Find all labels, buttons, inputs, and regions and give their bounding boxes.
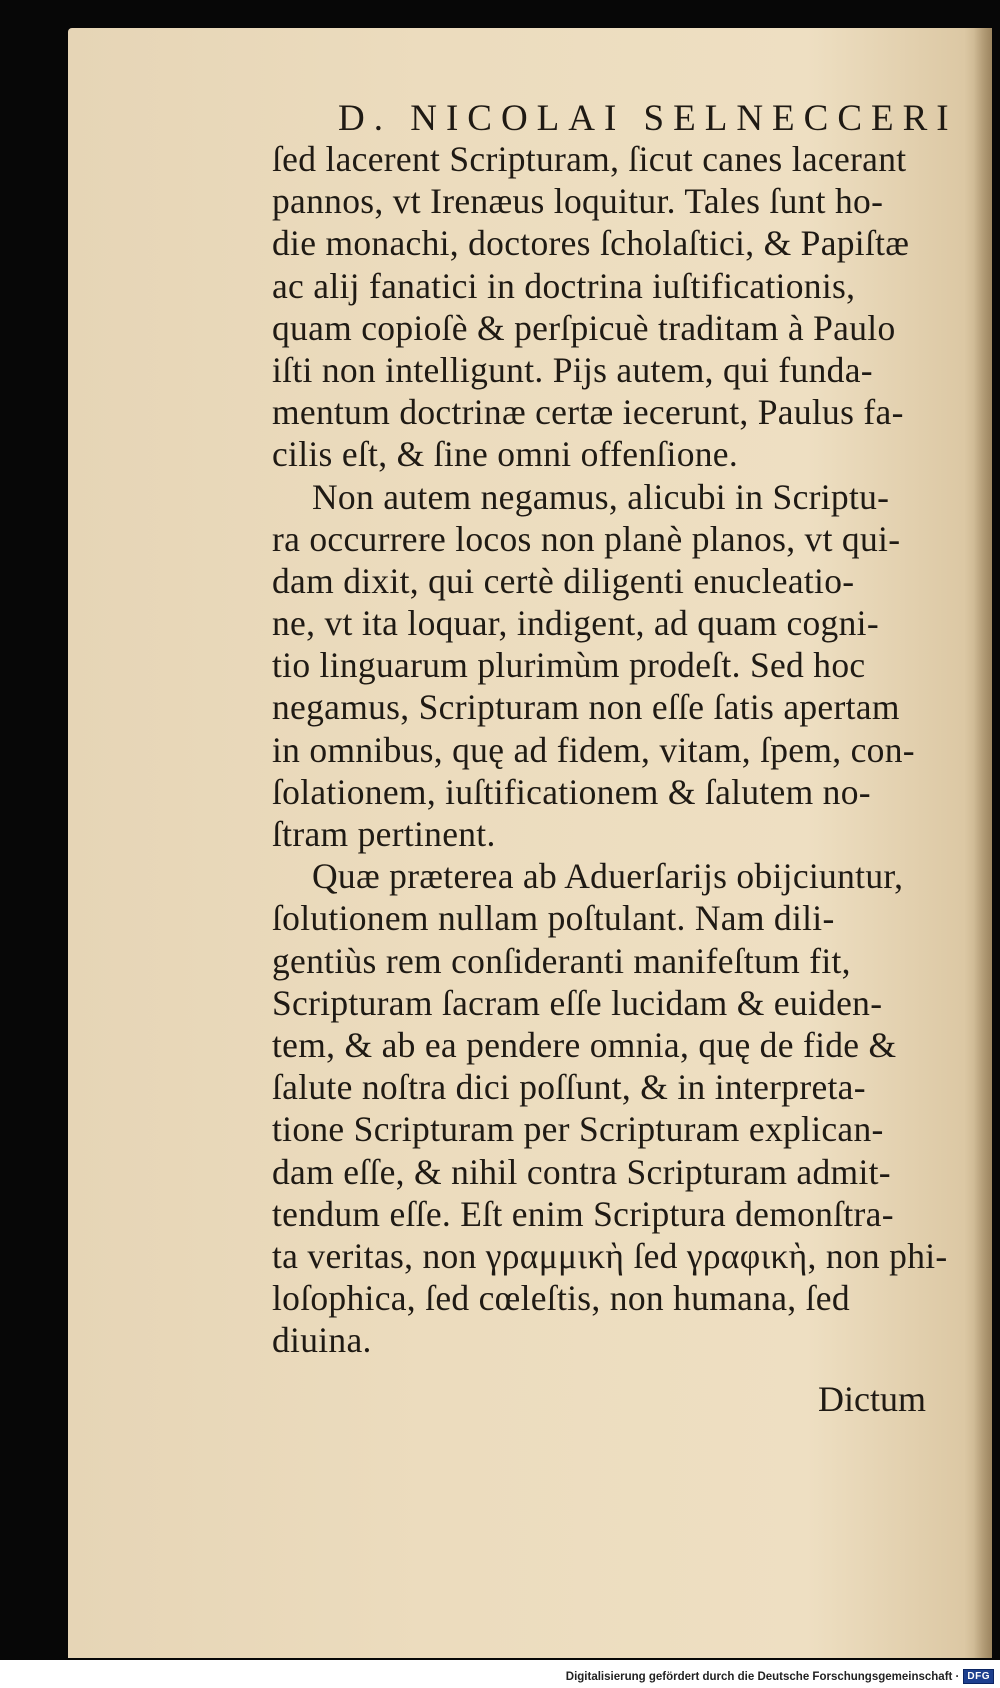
catchword: Dictum bbox=[818, 1379, 926, 1419]
text-line: ſolutionem nullam poſtulant. Nam dili- bbox=[272, 898, 835, 939]
dfg-logo: DFG bbox=[963, 1669, 994, 1684]
text-line: die monachi, doctores ſcholaſtici, & Papiſtæ bbox=[272, 223, 910, 264]
body-text bbox=[272, 138, 984, 1361]
text-line: quam copioſè & perſpicuè traditam à Paulo bbox=[272, 307, 896, 348]
text-line: tem, & ab ea pendere omnia, quę de fide & bbox=[272, 1024, 897, 1065]
text-line: tione Scripturam per Scripturam explican- bbox=[272, 1109, 884, 1150]
text-line: ne, vt ita loquar, indigent, ad quam cogni- bbox=[272, 603, 879, 644]
running-head: D. NICOLAI SELNECCERI bbox=[338, 98, 958, 139]
text-line: ac alij fanatici in doctrina iuſtificationis, bbox=[272, 265, 856, 306]
footer-credit-text: Digitalisierung gefördert durch die Deutsche Forschungsgemeinschaft · bbox=[565, 1670, 960, 1683]
paragraph-start-line: Quæ præterea ab Aduerſarijs obijciuntur, bbox=[312, 856, 904, 897]
text-line: gentiùs rem conſideranti manifeſtum fit, bbox=[272, 940, 851, 981]
text-line: mentum doctrinæ certæ iecerunt, Paulus fa- bbox=[272, 392, 904, 433]
text-line: iſti non intelligunt. Pijs autem, qui funda- bbox=[272, 349, 873, 390]
text-line: ſtram pertinent. bbox=[272, 814, 496, 854]
text-line: diuina. bbox=[272, 1320, 372, 1361]
text-line: Scripturam ſacram eſſe lucidam & euiden- bbox=[272, 982, 883, 1023]
text-line: negamus, Scripturam non eſſe ſatis apertam bbox=[272, 687, 900, 728]
text-line: in omnibus, quę ad fidem, vitam, ſpem, con- bbox=[272, 729, 915, 770]
text-line: ta veritas, non γραμμικὴ ſed γραφικὴ, non phi- bbox=[272, 1235, 948, 1276]
text-line: dam dixit, qui certè diligenti enucleatio- bbox=[272, 560, 855, 601]
paragraph-start-line: Non autem negamus, alicubi in Scriptu- bbox=[312, 476, 890, 517]
text-line: pannos, vt Irenæus loquitur. Tales ſunt ho- bbox=[272, 181, 884, 222]
text-line: cilis eſt, & ſine omni offenſione. bbox=[272, 434, 739, 475]
text-line: tio linguarum plurimùm prodeſt. Sed hoc bbox=[272, 645, 866, 686]
digitization-footer bbox=[566, 1669, 994, 1684]
text-line: ſolationem, iuſtificationem & ſalutem no- bbox=[272, 771, 871, 812]
text-line: loſophica, ſed cœleſtis, non humana, ſed bbox=[272, 1278, 850, 1319]
text-line: ſalute noſtra dici poſſunt, & in interpreta- bbox=[272, 1067, 866, 1108]
text-line: tendum eſſe. Eſt enim Scriptura demonſtra- bbox=[272, 1193, 894, 1234]
text-line: ra occurrere locos non planè planos, vt qui- bbox=[272, 518, 901, 559]
text-line: ſed lacerent Scripturam, ſicut canes lacerant bbox=[272, 139, 907, 179]
text-line: dam eſſe, & nihil contra Scripturam admit- bbox=[272, 1151, 891, 1192]
